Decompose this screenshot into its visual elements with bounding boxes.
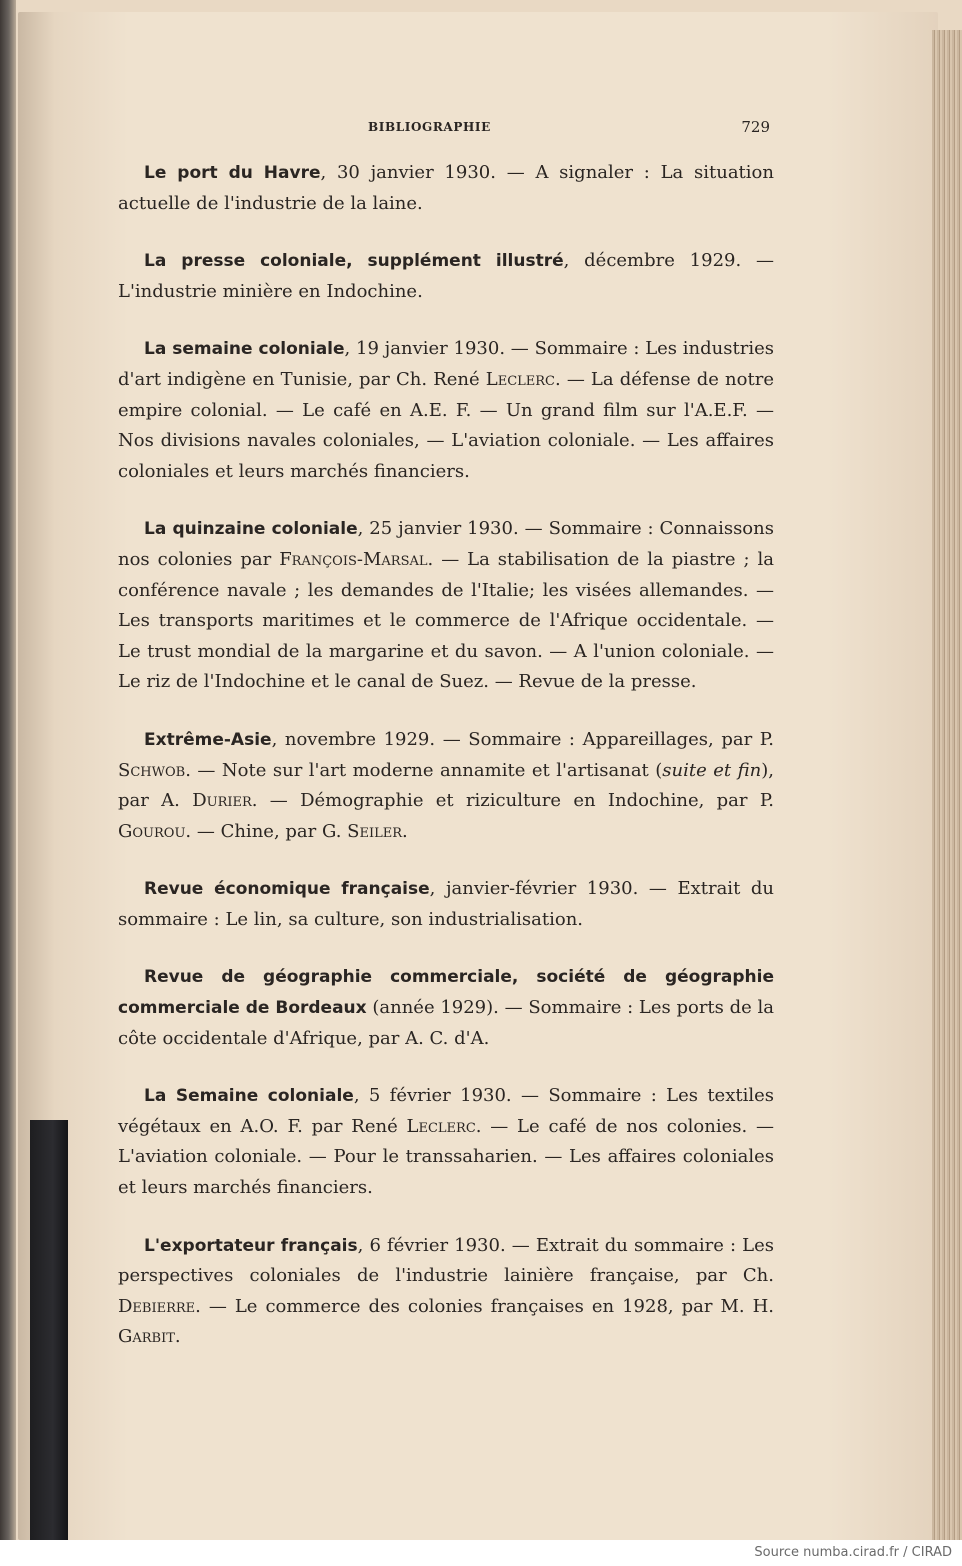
bibliography-entry: Le port du Havre, 30 janvier 1930. — A signaler : La situation actuelle de l'industrie de la laine. [118, 162, 774, 214]
entry-title: La semaine coloniale [144, 339, 345, 360]
running-header [118, 120, 770, 140]
entry-title: Le port du Havre [144, 163, 321, 183]
source-footer [0, 1540, 962, 1566]
entry-title: Revue de géographie commerciale, société de géographie commerciale de Bordeaux [118, 967, 774, 1019]
bibliography-entry: Extrême-Asie, novembre 1929. — Sommaire : Appareillages, par P. Schwob. — Note sur l'art moderne annamite et l'artisanat (suite et fin), par A. Durier. — Démographie et riziculture en Indochine, par P. Gourou. — Chine, par G. Seiler. [118, 728, 774, 842]
author-name: Gourou [118, 820, 186, 842]
bibliography-entry: La presse coloniale, supplément illustré, décembre 1929. — L'industrie minière en Indochine. [118, 250, 774, 302]
entry-title: Extrême-Asie [144, 729, 272, 750]
entry-title: La Semaine coloniale [144, 1086, 354, 1107]
page-edges [932, 30, 962, 1540]
entry-title: L'exportateur français [144, 1235, 358, 1256]
entry-title: La presse coloniale, supplément illustré [144, 251, 564, 272]
bibliography-entry: Revue de géographie commerciale, société de géographie commerciale de Bordeaux (année 1929). — Sommaire : Les ports de la côte occidentale d'Afrique, par A. C. d'A. [118, 967, 775, 1049]
bibliography-text [118, 158, 774, 1380]
author-name: Leclerc [406, 1115, 476, 1137]
author-name: Seiler [347, 820, 403, 842]
italic-note: suite et fin [662, 759, 762, 781]
author-name: Durier [192, 790, 252, 812]
page-number: 729 [741, 118, 770, 136]
author-name: Schwob [118, 759, 186, 781]
entry-title: La quinzaine coloniale [144, 519, 358, 540]
source-credit: Source numba.cirad.fr / CIRAD [754, 1545, 952, 1560]
book-binding [0, 0, 16, 1540]
author-name: Leclerc [485, 368, 555, 390]
bibliography-entry: La Semaine coloniale, 5 février 1930. — Sommaire : Les textiles végétaux en A.O. F. par René Leclerc. — Le café de nos colonies. — L'aviation coloniale. — Pour le transsaharien. — Les affaires coloniales et leurs marchés financiers. [118, 1085, 775, 1199]
author-name: Debierre [118, 1295, 196, 1317]
bibliography-entry: La semaine coloniale, 19 janvier 1930. — Sommaire : Les industries d'art indigène en Tunisie, par Ch. René Leclerc. — La défense de notre empire colonial. — Le café en A.E. F. — Un grand film sur l'A.E.F. — Nos divisions navales coloniales, — L'aviation coloniale. — Les affaires coloniales et leurs marchés financiers. [118, 338, 774, 482]
bookmark-ribbon [30, 1120, 68, 1540]
header-title: BIBLIOGRAPHIE [368, 120, 491, 134]
entry-title: Revue économique française [144, 879, 430, 900]
author-name: François-Marsal [279, 548, 428, 570]
bibliography-entry: L'exportateur français, 6 février 1930. — Extrait du sommaire : Les perspectives coloniales de l'industrie lainière française, par Ch. Debierre. — Le commerce des colonies françaises en 1928, par M. H. Garbit. [118, 1234, 774, 1348]
bibliography-entry: Revue économique française, janvier-février 1930. — Extrait du sommaire : Le lin, sa culture, son industrialisation. [118, 878, 774, 930]
author-name: Garbit [118, 1326, 175, 1348]
bibliography-entry: La quinzaine coloniale, 25 janvier 1930. — Sommaire : Connaissons nos colonies par François-Marsal. — La stabilisation de la piastre ; la conférence navale ; les demandes de l'Italie; les visées allemandes. — Les transports maritimes et le commerce de l'Afrique occidentale. — Le trust mondial de la margarine et du savon. — A l'union coloniale. — Le riz de l'Indochine et le canal de Suez. — Revue de la presse. [118, 518, 774, 693]
